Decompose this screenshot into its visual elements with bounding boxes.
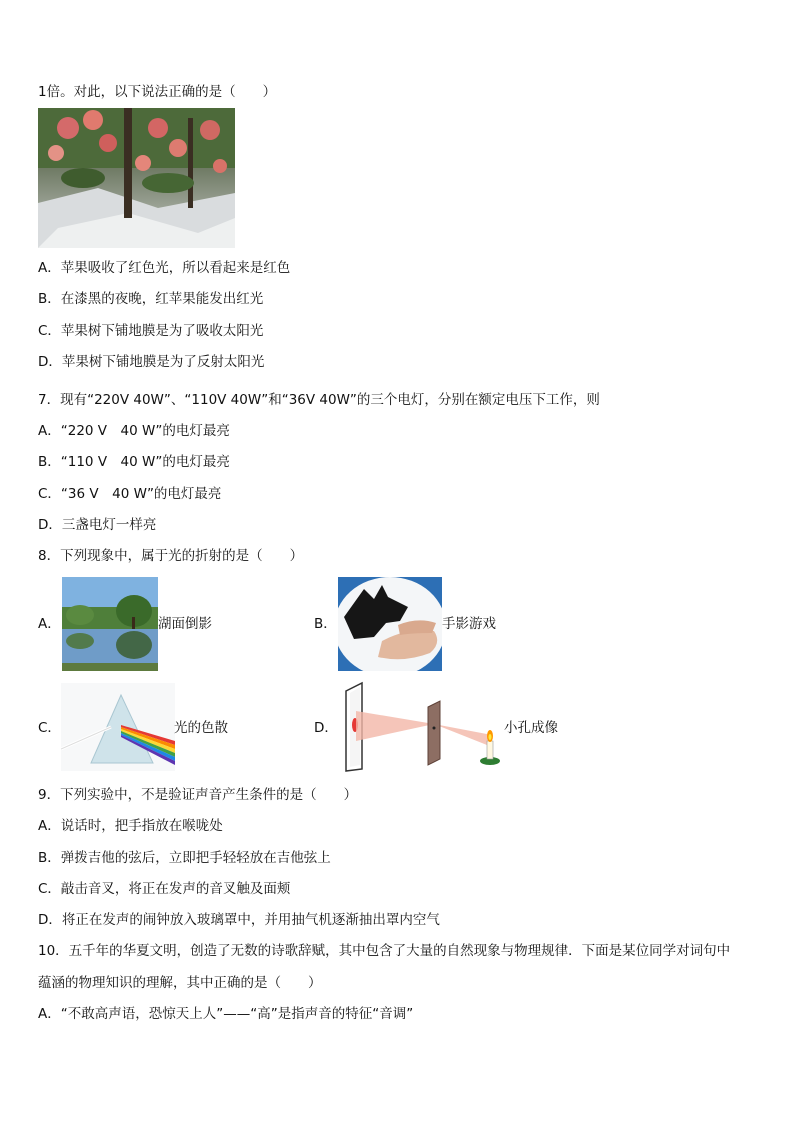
q9-option-a: A．说话时，把手指放在喉咙处 [38,818,223,834]
q8-option-c-letter: C． [38,720,61,736]
q8-stem: 8．下列现象中，属于光的折射的是（ ） [38,548,304,564]
q10-stem-line1: 10．五千年的华夏文明，创造了无数的诗歌辞赋，其中包含了大量的自然现象与物理规律．下面是某位同学对词句中 [38,943,731,959]
q9-option-d: D．将正在发声的闹钟放入玻璃罩中，并用抽气机逐渐抽出罩内空气 [38,912,440,928]
q7-option-d: D．三盏电灯一样亮 [38,517,157,533]
q8-option-d-caption: 小孔成像 [504,720,558,736]
q8-option-d-letter: D． [314,720,338,736]
q7-option-a: A．“220 V 40 W”的电灯最亮 [38,423,230,439]
q8-option-a-caption: 湖面倒影 [158,616,212,632]
q9-stem: 9．下列实验中，不是验证声音产生条件的是（ ） [38,787,358,803]
q7-option-b: B．“110 V 40 W”的电灯最亮 [38,454,230,470]
prism-dispersion-image [61,683,175,771]
apple-orchard-photo [38,108,235,248]
q6-option-a: A．苹果吸收了红色光，所以看起来是红色 [38,260,291,276]
pinhole-camera-diagram [342,681,504,773]
lake-reflection-photo [62,577,158,671]
q8-option-a-letter: A． [38,616,61,632]
q7-stem: 7．现有“220V 40W”、“110V 40W”和“36V 40W”的三个电灯，分别在额定电压下工作，则 [38,392,600,408]
q8-option-b-letter: B． [314,616,337,632]
q10-option-a: A．“不敢高声语，恐惊天上人”——“高”是指声音的特征“音调” [38,1006,414,1022]
q6-option-b: B．在漆黑的夜晚，红苹果能发出红光 [38,291,264,307]
q6-stem: 1倍。对此，以下说法正确的是（ ） [38,84,277,100]
q10-stem-line2: 蕴涵的物理知识的理解，其中正确的是（ ） [38,975,322,991]
q8-option-c-caption: 光的色散 [174,720,228,736]
q6-option-d: D．苹果树下铺地膜是为了反射太阳光 [38,354,265,370]
hand-shadow-photo [338,577,442,671]
q7-option-c: C．“36 V 40 W”的电灯最亮 [38,486,222,502]
q9-option-c: C．敲击音叉，将正在发声的音叉触及面颊 [38,881,291,897]
q9-option-b: B．弹拨吉他的弦后，立即把手轻轻放在吉他弦上 [38,850,331,866]
q8-option-b-caption: 手影游戏 [442,616,496,632]
q6-option-c: C．苹果树下铺地膜是为了吸收太阳光 [38,323,264,339]
